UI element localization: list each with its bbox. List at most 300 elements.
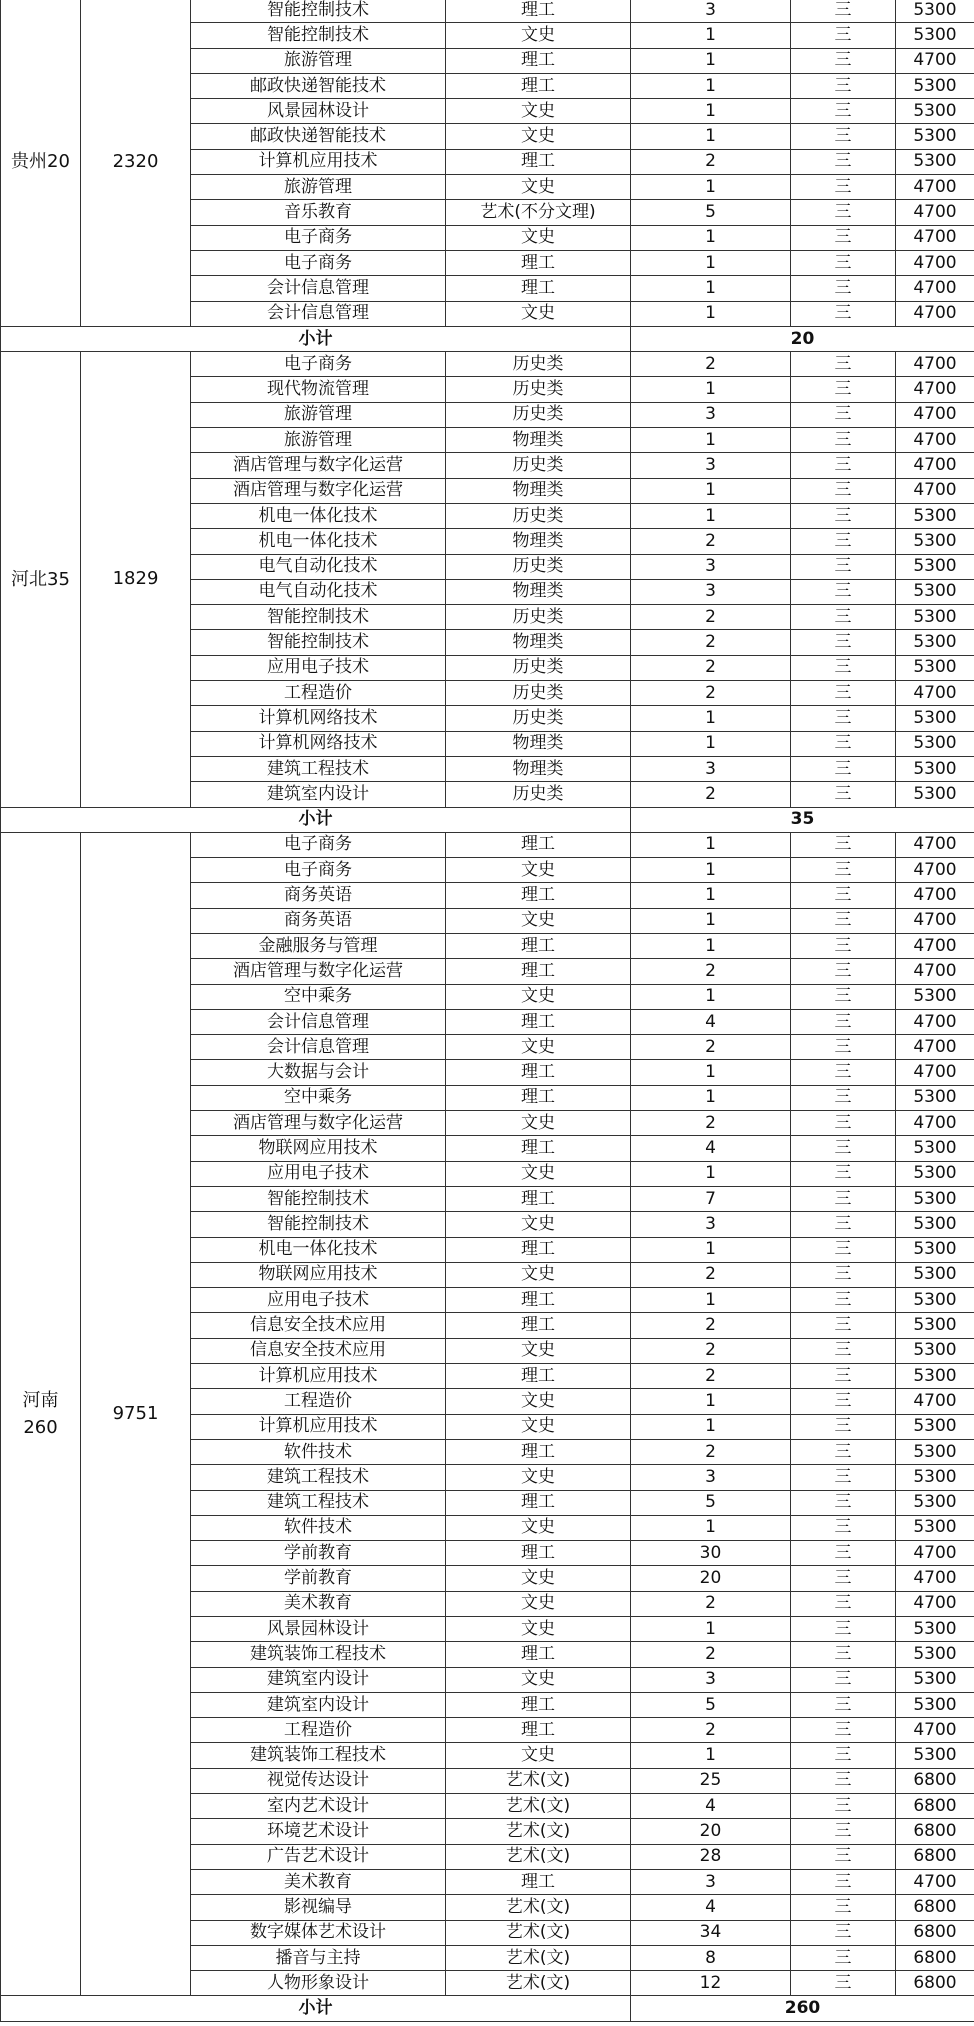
- tuition-cell: 4700: [896, 681, 974, 706]
- category-cell: 历史类: [446, 503, 631, 528]
- category-cell: 理工: [446, 48, 631, 73]
- major-cell: 数字媒体艺术设计: [191, 1920, 446, 1945]
- major-cell: 邮政快递智能技术: [191, 124, 446, 149]
- category-cell: 理工: [446, 959, 631, 984]
- level-cell: 三: [791, 453, 896, 478]
- major-cell: 商务英语: [191, 908, 446, 933]
- level-cell: 三: [791, 579, 896, 604]
- quota-cell: 1: [631, 478, 791, 503]
- level-cell: 三: [791, 402, 896, 427]
- quota-cell: 3: [631, 1212, 791, 1237]
- major-cell: 建筑装饰工程技术: [191, 1743, 446, 1768]
- level-cell: 三: [791, 1288, 896, 1313]
- category-cell: 理工: [446, 1541, 631, 1566]
- tuition-cell: 5300: [896, 1692, 974, 1717]
- major-cell: 音乐教育: [191, 200, 446, 225]
- level-cell: 三: [791, 1364, 896, 1389]
- quota-cell: 1: [631, 428, 791, 453]
- major-cell: 风景园林设计: [191, 1617, 446, 1642]
- level-cell: 三: [791, 377, 896, 402]
- category-cell: 文史: [446, 225, 631, 250]
- category-cell: 理工: [446, 1692, 631, 1717]
- category-cell: 文史: [446, 1262, 631, 1287]
- category-cell: 历史类: [446, 554, 631, 579]
- quota-cell: 2: [631, 1338, 791, 1363]
- table-row: [1, 0, 974, 23]
- major-cell: 电气自动化技术: [191, 579, 446, 604]
- category-cell: 历史类: [446, 706, 631, 731]
- quota-cell: 3: [631, 402, 791, 427]
- category-cell: 艺术(文): [446, 1971, 631, 1996]
- tuition-cell: 4700: [896, 908, 974, 933]
- major-cell: 金融服务与管理: [191, 933, 446, 958]
- tuition-cell: 5300: [896, 1288, 974, 1313]
- category-cell: 艺术(文): [446, 1844, 631, 1869]
- tuition-cell: 5300: [896, 579, 974, 604]
- tuition-cell: 5300: [896, 1186, 974, 1211]
- level-cell: 三: [791, 276, 896, 301]
- subtotal-label: 小计: [1, 807, 631, 832]
- tuition-cell: 5300: [896, 630, 974, 655]
- level-cell: 三: [791, 1794, 896, 1819]
- level-cell: 三: [791, 1262, 896, 1287]
- quota-cell: 1: [631, 1515, 791, 1540]
- quota-cell: 2: [631, 1718, 791, 1743]
- major-cell: 电子商务: [191, 250, 446, 275]
- quota-cell: 1: [631, 377, 791, 402]
- tuition-cell: 6800: [896, 1920, 974, 1945]
- level-cell: 三: [791, 605, 896, 630]
- major-cell: 建筑工程技术: [191, 1465, 446, 1490]
- quota-cell: 25: [631, 1768, 791, 1793]
- category-cell: 理工: [446, 1869, 631, 1894]
- category-cell: 文史: [446, 1212, 631, 1237]
- quota-cell: 1: [631, 706, 791, 731]
- tuition-cell: 4700: [896, 1566, 974, 1591]
- major-cell: 邮政快递智能技术: [191, 73, 446, 98]
- category-cell: 物理类: [446, 731, 631, 756]
- major-cell: 会计信息管理: [191, 276, 446, 301]
- quota-cell: 1: [631, 933, 791, 958]
- category-cell: 文史: [446, 124, 631, 149]
- quota-cell: 1: [631, 1414, 791, 1439]
- category-cell: 历史类: [446, 377, 631, 402]
- category-cell: 理工: [446, 832, 631, 857]
- major-cell: 旅游管理: [191, 48, 446, 73]
- level-cell: 三: [791, 1642, 896, 1667]
- category-cell: 理工: [446, 1085, 631, 1110]
- major-cell: 物联网应用技术: [191, 1262, 446, 1287]
- province-cell: 贵州20: [1, 0, 81, 326]
- tuition-cell: 5300: [896, 503, 974, 528]
- category-cell: 文史: [446, 1617, 631, 1642]
- tuition-cell: 5300: [896, 0, 974, 23]
- tuition-cell: 4700: [896, 1591, 974, 1616]
- quota-cell: 5: [631, 1490, 791, 1515]
- major-cell: 人物形象设计: [191, 1971, 446, 1996]
- quota-cell: 2: [631, 1035, 791, 1060]
- major-cell: 计算机应用技术: [191, 1364, 446, 1389]
- category-cell: 理工: [446, 1364, 631, 1389]
- major-cell: 空中乘务: [191, 1085, 446, 1110]
- tuition-cell: 6800: [896, 1794, 974, 1819]
- major-cell: 广告艺术设计: [191, 1844, 446, 1869]
- level-cell: 三: [791, 0, 896, 23]
- quota-cell: 28: [631, 1844, 791, 1869]
- level-cell: 三: [791, 1844, 896, 1869]
- major-cell: 工程造价: [191, 681, 446, 706]
- level-cell: 三: [791, 1541, 896, 1566]
- tuition-cell: 5300: [896, 1414, 974, 1439]
- quota-cell: 1: [631, 99, 791, 124]
- province-total-cell: 2320: [81, 0, 191, 326]
- level-cell: 三: [791, 731, 896, 756]
- quota-cell: 8: [631, 1945, 791, 1970]
- major-cell: 建筑室内设计: [191, 1692, 446, 1717]
- level-cell: 三: [791, 782, 896, 807]
- quota-cell: 3: [631, 1667, 791, 1692]
- major-cell: 软件技术: [191, 1439, 446, 1464]
- category-cell: 物理类: [446, 478, 631, 503]
- quota-cell: 1: [631, 984, 791, 1009]
- quota-cell: 34: [631, 1920, 791, 1945]
- tuition-cell: 5300: [896, 1085, 974, 1110]
- quota-cell: 2: [631, 655, 791, 680]
- level-cell: 三: [791, 1035, 896, 1060]
- subtotal-label: 小计: [1, 326, 631, 351]
- level-cell: 三: [791, 73, 896, 98]
- category-cell: 历史类: [446, 655, 631, 680]
- quota-cell: 3: [631, 1465, 791, 1490]
- major-cell: 美术教育: [191, 1869, 446, 1894]
- level-cell: 三: [791, 1060, 896, 1085]
- category-cell: 艺术(文): [446, 1920, 631, 1945]
- tuition-cell: 4700: [896, 352, 974, 377]
- category-cell: 文史: [446, 1566, 631, 1591]
- tuition-cell: 4700: [896, 301, 974, 326]
- major-cell: 大数据与会计: [191, 1060, 446, 1085]
- category-cell: 文史: [446, 984, 631, 1009]
- tuition-cell: 6800: [896, 1945, 974, 1970]
- quota-cell: 2: [631, 1364, 791, 1389]
- category-cell: 文史: [446, 1338, 631, 1363]
- quota-cell: 2: [631, 1642, 791, 1667]
- tuition-cell: 4700: [896, 1060, 974, 1085]
- level-cell: 三: [791, 1439, 896, 1464]
- quota-cell: 1: [631, 1161, 791, 1186]
- tuition-cell: 4700: [896, 402, 974, 427]
- major-cell: 计算机应用技术: [191, 149, 446, 174]
- tuition-cell: 6800: [896, 1895, 974, 1920]
- tuition-cell: 4700: [896, 175, 974, 200]
- category-cell: 文史: [446, 858, 631, 883]
- level-cell: 三: [791, 1591, 896, 1616]
- tuition-cell: 5300: [896, 655, 974, 680]
- level-cell: 三: [791, 1313, 896, 1338]
- tuition-cell: 4700: [896, 1541, 974, 1566]
- major-cell: 现代物流管理: [191, 377, 446, 402]
- tuition-cell: 4700: [896, 200, 974, 225]
- subtotal-value: 20: [631, 326, 974, 351]
- tuition-cell: 6800: [896, 1819, 974, 1844]
- province-cell: 河南 260: [1, 832, 81, 1996]
- tuition-cell: 5300: [896, 1515, 974, 1540]
- major-cell: 软件技术: [191, 1515, 446, 1540]
- quota-cell: 1: [631, 1085, 791, 1110]
- major-cell: 工程造价: [191, 1389, 446, 1414]
- tuition-cell: 5300: [896, 73, 974, 98]
- level-cell: 三: [791, 1743, 896, 1768]
- quota-cell: 2: [631, 605, 791, 630]
- tuition-cell: 4700: [896, 1035, 974, 1060]
- level-cell: 三: [791, 832, 896, 857]
- major-cell: 室内艺术设计: [191, 1794, 446, 1819]
- tuition-cell: 5300: [896, 23, 974, 48]
- major-cell: 智能控制技术: [191, 23, 446, 48]
- subtotal-row: [1, 1996, 974, 2021]
- quota-cell: 1: [631, 1237, 791, 1262]
- level-cell: 三: [791, 175, 896, 200]
- level-cell: 三: [791, 1237, 896, 1262]
- tuition-cell: 4700: [896, 276, 974, 301]
- level-cell: 三: [791, 984, 896, 1009]
- level-cell: 三: [791, 352, 896, 377]
- quota-cell: 1: [631, 1060, 791, 1085]
- category-cell: 文史: [446, 175, 631, 200]
- level-cell: 三: [791, 23, 896, 48]
- quota-cell: 1: [631, 883, 791, 908]
- quota-cell: 3: [631, 554, 791, 579]
- category-cell: 艺术(不分文理): [446, 200, 631, 225]
- quota-cell: 1: [631, 301, 791, 326]
- level-cell: 三: [791, 908, 896, 933]
- category-cell: 文史: [446, 1591, 631, 1616]
- tuition-cell: 5300: [896, 1743, 974, 1768]
- major-cell: 酒店管理与数字化运营: [191, 959, 446, 984]
- level-cell: 三: [791, 681, 896, 706]
- category-cell: 理工: [446, 0, 631, 23]
- tuition-cell: 4700: [896, 1111, 974, 1136]
- major-cell: 旅游管理: [191, 175, 446, 200]
- major-cell: 智能控制技术: [191, 1212, 446, 1237]
- major-cell: 学前教育: [191, 1566, 446, 1591]
- quota-cell: 4: [631, 1009, 791, 1034]
- category-cell: 理工: [446, 73, 631, 98]
- level-cell: 三: [791, 48, 896, 73]
- category-cell: 文史: [446, 1389, 631, 1414]
- category-cell: 艺术(文): [446, 1794, 631, 1819]
- major-cell: 应用电子技术: [191, 1288, 446, 1313]
- subtotal-row: [1, 807, 974, 832]
- tuition-cell: 4700: [896, 1009, 974, 1034]
- major-cell: 旅游管理: [191, 402, 446, 427]
- level-cell: 三: [791, 1490, 896, 1515]
- category-cell: 历史类: [446, 605, 631, 630]
- quota-cell: 2: [631, 630, 791, 655]
- quota-cell: 2: [631, 1313, 791, 1338]
- tuition-cell: 5300: [896, 1212, 974, 1237]
- quota-cell: 1: [631, 1617, 791, 1642]
- level-cell: 三: [791, 1718, 896, 1743]
- quota-cell: 20: [631, 1819, 791, 1844]
- level-cell: 三: [791, 1338, 896, 1363]
- tuition-cell: 6800: [896, 1844, 974, 1869]
- major-cell: 计算机应用技术: [191, 1414, 446, 1439]
- quota-cell: 2: [631, 149, 791, 174]
- category-cell: 文史: [446, 301, 631, 326]
- province-total-cell: 1829: [81, 352, 191, 807]
- major-cell: 美术教育: [191, 1591, 446, 1616]
- major-cell: 智能控制技术: [191, 630, 446, 655]
- quota-cell: 20: [631, 1566, 791, 1591]
- category-cell: 物理类: [446, 529, 631, 554]
- category-cell: 物理类: [446, 756, 631, 781]
- category-cell: 文史: [446, 1111, 631, 1136]
- tuition-cell: 5300: [896, 554, 974, 579]
- tuition-cell: 5300: [896, 99, 974, 124]
- level-cell: 三: [791, 1617, 896, 1642]
- major-cell: 商务英语: [191, 883, 446, 908]
- category-cell: 理工: [446, 1490, 631, 1515]
- category-cell: 理工: [446, 1313, 631, 1338]
- quota-cell: 1: [631, 250, 791, 275]
- category-cell: 文史: [446, 1667, 631, 1692]
- tuition-cell: 5300: [896, 1136, 974, 1161]
- category-cell: 文史: [446, 1035, 631, 1060]
- tuition-cell: 5300: [896, 1439, 974, 1464]
- major-cell: 计算机网络技术: [191, 731, 446, 756]
- category-cell: 理工: [446, 149, 631, 174]
- level-cell: 三: [791, 1667, 896, 1692]
- tuition-cell: 4700: [896, 225, 974, 250]
- major-cell: 环境艺术设计: [191, 1819, 446, 1844]
- quota-cell: 1: [631, 858, 791, 883]
- province-total-cell: 9751: [81, 832, 191, 1996]
- category-cell: 历史类: [446, 782, 631, 807]
- level-cell: 三: [791, 250, 896, 275]
- level-cell: 三: [791, 99, 896, 124]
- category-cell: 文史: [446, 1161, 631, 1186]
- tuition-cell: 4700: [896, 959, 974, 984]
- subtotal-label: 小计: [1, 1996, 631, 2021]
- major-cell: 建筑室内设计: [191, 782, 446, 807]
- quota-cell: 4: [631, 1794, 791, 1819]
- major-cell: 智能控制技术: [191, 0, 446, 23]
- subtotal-value: 35: [631, 807, 974, 832]
- category-cell: 理工: [446, 276, 631, 301]
- major-cell: 计算机网络技术: [191, 706, 446, 731]
- category-cell: 艺术(文): [446, 1819, 631, 1844]
- quota-cell: 1: [631, 175, 791, 200]
- quota-cell: 7: [631, 1186, 791, 1211]
- level-cell: 三: [791, 655, 896, 680]
- quota-cell: 1: [631, 276, 791, 301]
- tuition-cell: 4700: [896, 832, 974, 857]
- level-cell: 三: [791, 554, 896, 579]
- level-cell: 三: [791, 1768, 896, 1793]
- tuition-cell: 5300: [896, 1262, 974, 1287]
- level-cell: 三: [791, 1136, 896, 1161]
- major-cell: 物联网应用技术: [191, 1136, 446, 1161]
- major-cell: 会计信息管理: [191, 301, 446, 326]
- level-cell: 三: [791, 124, 896, 149]
- tuition-cell: 5300: [896, 984, 974, 1009]
- level-cell: 三: [791, 301, 896, 326]
- level-cell: 三: [791, 1819, 896, 1844]
- tuition-cell: 6800: [896, 1971, 974, 1996]
- major-cell: 机电一体化技术: [191, 1237, 446, 1262]
- major-cell: 风景园林设计: [191, 99, 446, 124]
- major-cell: 应用电子技术: [191, 655, 446, 680]
- quota-cell: 1: [631, 1743, 791, 1768]
- tuition-cell: 5300: [896, 605, 974, 630]
- major-cell: 电子商务: [191, 832, 446, 857]
- quota-cell: 1: [631, 48, 791, 73]
- tuition-cell: 4700: [896, 933, 974, 958]
- quota-cell: 12: [631, 1971, 791, 1996]
- major-cell: 酒店管理与数字化运营: [191, 453, 446, 478]
- quota-cell: 2: [631, 352, 791, 377]
- level-cell: 三: [791, 1161, 896, 1186]
- major-cell: 会计信息管理: [191, 1035, 446, 1060]
- major-cell: 建筑室内设计: [191, 1667, 446, 1692]
- level-cell: 三: [791, 1869, 896, 1894]
- category-cell: 理工: [446, 1642, 631, 1667]
- tuition-cell: 5300: [896, 1465, 974, 1490]
- quota-cell: 1: [631, 832, 791, 857]
- level-cell: 三: [791, 1971, 896, 1996]
- level-cell: 三: [791, 225, 896, 250]
- quota-cell: 2: [631, 1262, 791, 1287]
- level-cell: 三: [791, 756, 896, 781]
- level-cell: 三: [791, 503, 896, 528]
- table-row: [1, 352, 974, 377]
- major-cell: 建筑装饰工程技术: [191, 1642, 446, 1667]
- quota-cell: 1: [631, 225, 791, 250]
- tuition-cell: 4700: [896, 883, 974, 908]
- category-cell: 艺术(文): [446, 1895, 631, 1920]
- province-cell: 河北35: [1, 352, 81, 807]
- major-cell: 酒店管理与数字化运营: [191, 478, 446, 503]
- major-cell: 工程造价: [191, 1718, 446, 1743]
- tuition-cell: 6800: [896, 1768, 974, 1793]
- quota-cell: 2: [631, 1439, 791, 1464]
- level-cell: 三: [791, 706, 896, 731]
- quota-cell: 1: [631, 1389, 791, 1414]
- level-cell: 三: [791, 1920, 896, 1945]
- category-cell: 文史: [446, 1515, 631, 1540]
- level-cell: 三: [791, 1186, 896, 1211]
- category-cell: 理工: [446, 250, 631, 275]
- category-cell: 文史: [446, 23, 631, 48]
- quota-cell: 3: [631, 756, 791, 781]
- level-cell: 三: [791, 959, 896, 984]
- major-cell: 影视编导: [191, 1895, 446, 1920]
- level-cell: 三: [791, 1389, 896, 1414]
- quota-cell: 30: [631, 1541, 791, 1566]
- level-cell: 三: [791, 428, 896, 453]
- tuition-cell: 4700: [896, 1389, 974, 1414]
- quota-cell: 3: [631, 453, 791, 478]
- category-cell: 历史类: [446, 453, 631, 478]
- quota-cell: 5: [631, 200, 791, 225]
- tuition-cell: 5300: [896, 149, 974, 174]
- quota-cell: 4: [631, 1136, 791, 1161]
- level-cell: 三: [791, 1009, 896, 1034]
- quota-cell: 1: [631, 503, 791, 528]
- quota-cell: 2: [631, 681, 791, 706]
- level-cell: 三: [791, 1515, 896, 1540]
